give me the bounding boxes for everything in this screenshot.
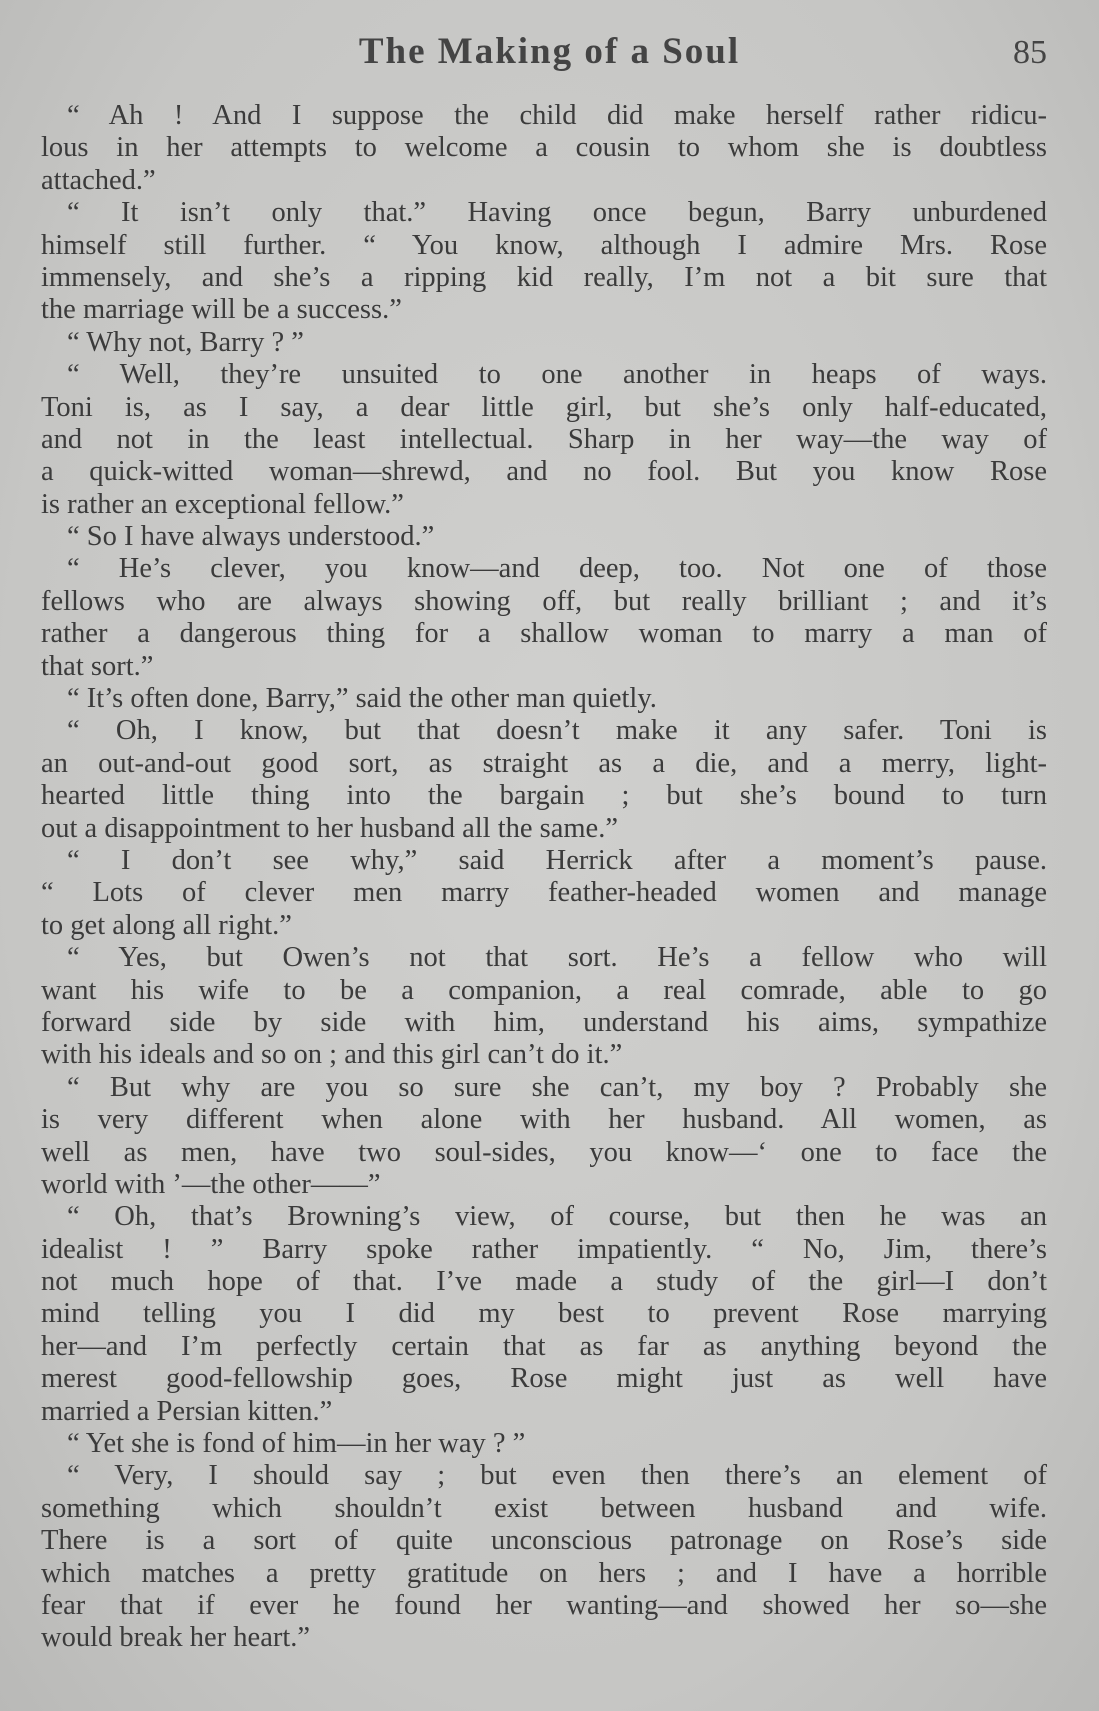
text-line: immensely, and she’s a ripping kid really, I’m not a bit sure that: [41, 261, 1047, 293]
text-line: which matches a pretty gratitude on hers ; and I have a horrible: [41, 1557, 1047, 1589]
paragraph: [41, 553, 1047, 683]
text-line: fear that if ever he found her wanting—and showed her so—she: [41, 1589, 1047, 1621]
paragraph: [41, 715, 1047, 845]
text-line: something which shouldn’t exist between husband and wife.: [41, 1492, 1047, 1524]
text-line: with his ideals and so on ; and this girl can’t do it.”: [41, 1039, 623, 1071]
text-line: There is a sort of quite unconscious patronage on Rose’s side: [41, 1525, 1047, 1557]
text-line: well as men, have two soul-sides, you know—‘ one to face the: [41, 1136, 1047, 1168]
paragraph: [41, 1428, 1047, 1460]
text-line: “ Ah ! And I suppose the child did make herself rather ridicu-: [67, 100, 1047, 131]
text-line: “ Why not, Barry ? ”: [67, 326, 304, 358]
paragraph: [41, 1201, 1047, 1428]
text-line: “ Yes, but Owen’s not that sort. He’s a fellow who will: [67, 942, 1047, 974]
text-line: “ Oh, I know, but that doesn’t make it any safer. Toni is: [67, 715, 1047, 747]
text-line: fellows who are always showing off, but really brilliant ; and it’s: [41, 585, 1047, 617]
text-line: a quick-witted woman—shrewd, and no fool. But you know Rose: [41, 456, 1047, 488]
paragraph: [41, 942, 1047, 1072]
text-line: “ So I have always understood.”: [67, 521, 435, 553]
paragraph: [41, 845, 1047, 942]
text-line: and not in the least intellectual. Sharp in her way—the way of: [41, 423, 1047, 455]
paragraph: [41, 197, 1047, 327]
text-line: would break her heart.”: [41, 1622, 311, 1654]
paragraph: [41, 1460, 1047, 1654]
text-line: “ Oh, that’s Browning’s view, of course, but then he was an: [67, 1201, 1047, 1233]
page-number: 85: [1013, 34, 1047, 71]
text-line: “ It’s often done, Barry,” said the other man quietly.: [67, 683, 657, 715]
text-line: Toni is, as I say, a dear little girl, but she’s only half-educated,: [41, 391, 1047, 423]
text-line: merest good-fellowship goes, Rose might just as well have: [41, 1363, 1047, 1395]
paragraph: [41, 100, 1047, 197]
text-line: “ Very, I should say ; but even then there’s an element of: [67, 1460, 1047, 1492]
text-line: “ Well, they’re unsuited to one another in heaps of ways.: [67, 359, 1047, 391]
text-line: out a disappointment to her husband all the same.”: [41, 812, 618, 844]
text-line: is rather an exceptional fellow.”: [41, 488, 404, 520]
text-line: forward side by side with him, understand his aims, sympathize: [41, 1006, 1047, 1038]
text-line: an out-and-out good sort, as straight as a die, and a merry, light-: [41, 747, 1047, 779]
text-line: that sort.”: [41, 650, 154, 682]
text-line: “ He’s clever, you know—and deep, too. Not one of those: [67, 553, 1047, 585]
page-title: The Making of a Soul: [358, 31, 741, 72]
text-line: lous in her attempts to welcome a cousin to whom she is doubtless: [41, 132, 1047, 164]
text-line: to get along all right.”: [41, 909, 292, 941]
text-line: “ Yet she is fond of him—in her way ? ”: [67, 1428, 526, 1460]
text-line: her—and I’m perfectly certain that as far as anything beyond the: [41, 1330, 1047, 1362]
text-line: “ Lots of clever men marry feather-headed women and manage: [41, 877, 1047, 909]
text-line: attached.”: [41, 164, 156, 196]
paragraph: [41, 327, 1047, 359]
text-line: himself still further. “ You know, although I admire Mrs. Rose: [41, 229, 1047, 261]
text-line: not much hope of that. I’ve made a study of the girl—I don’t: [41, 1266, 1047, 1298]
text-line: world with ’—the other——”: [41, 1168, 381, 1200]
text-line: married a Persian kitten.”: [41, 1395, 333, 1427]
text-line: rather a dangerous thing for a shallow woman to marry a man of: [41, 618, 1047, 650]
text-line: “ I don’t see why,” said Herrick after a moment’s pause.: [67, 844, 1047, 876]
text-line: “ But why are you so sure she can’t, my boy ? Probably she: [67, 1071, 1047, 1103]
text-line: hearted little thing into the bargain ; but she’s bound to turn: [41, 780, 1047, 812]
text-line: “ It isn’t only that.” Having once begun, Barry unburdened: [67, 197, 1047, 229]
text-line: is very different when alone with her husband. All women, as: [41, 1104, 1047, 1136]
text-line: want his wife to be a companion, a real comrade, able to go: [41, 974, 1047, 1006]
paragraph: [41, 683, 1047, 715]
paragraph: [41, 521, 1047, 553]
text-line: mind telling you I did my best to prevent Rose marrying: [41, 1298, 1047, 1330]
paragraph: [41, 1072, 1047, 1202]
text-line: idealist ! ” Barry spoke rather impatiently. “ No, Jim, there’s: [41, 1233, 1047, 1265]
running-head: [0, 30, 1099, 80]
body-text: [41, 100, 1047, 1655]
paragraph: [41, 359, 1047, 521]
text-line: the marriage will be a success.”: [41, 294, 402, 326]
